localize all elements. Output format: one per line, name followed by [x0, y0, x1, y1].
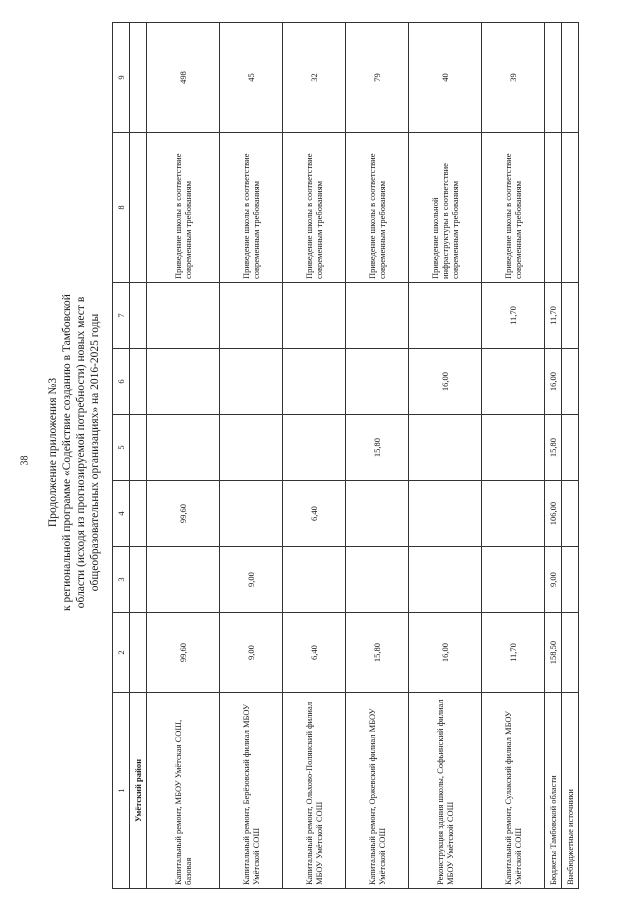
col3-value	[409, 547, 482, 613]
table-row	[482, 23, 545, 889]
col6-value	[346, 349, 409, 415]
col3-value	[482, 547, 545, 613]
object-name: Реконструкция здания школы, Софьинский филиал МБОУ Умётской СОШ	[409, 693, 482, 889]
col7-value	[220, 283, 283, 349]
column-number-row	[113, 23, 130, 889]
expected-result: Приведение школы в соответствие современным требованиям	[283, 133, 346, 283]
total-value: 11,70	[482, 613, 545, 693]
col5-value	[409, 415, 482, 481]
total-value: 9,00	[220, 613, 283, 693]
col7-value	[409, 283, 482, 349]
object-name: Капитальный ремонт, Оржевский филиал МБОУ Умётской СОШ	[346, 693, 409, 889]
col6-value	[147, 349, 220, 415]
col-header-5: 5	[113, 415, 130, 481]
col3-value	[346, 547, 409, 613]
col-header-2: 2	[113, 613, 130, 693]
budget-col5: 15,80	[545, 415, 562, 481]
col3-value: 9,00	[220, 547, 283, 613]
col4-value: 99,60	[147, 481, 220, 547]
col-header-3: 3	[113, 547, 130, 613]
expected-result: Приведение школы в соответствие современным требованиям	[220, 133, 283, 283]
col5-value	[220, 415, 283, 481]
budget-col7: 11,70	[545, 283, 562, 349]
col5-value	[482, 415, 545, 481]
object-name: Капитальный ремонт, Ольхово-Полянский филиал МБОУ Умётской СОШ	[283, 693, 346, 889]
col4-value	[482, 481, 545, 547]
col-header-6: 6	[113, 349, 130, 415]
program-table	[112, 22, 579, 889]
table-row	[346, 23, 409, 889]
total-value: 16,00	[409, 613, 482, 693]
col3-value	[283, 547, 346, 613]
object-name: Капитальный ремонт, Берёзовский филиал МБОУ Умётской СОШ	[220, 693, 283, 889]
expected-result: Приведение школьной инфраструктуры в соответствие современным требованиям	[409, 133, 482, 283]
heading-line-1: Продолжение приложения №3	[47, 377, 59, 528]
col6-value	[283, 349, 346, 415]
heading-line-2: к региональной программе «Содействие созданию в Тамбовской	[61, 294, 73, 611]
new-places-value: 39	[482, 23, 545, 133]
col-header-9: 9	[113, 23, 130, 133]
district-row	[130, 23, 147, 889]
col5-value	[283, 415, 346, 481]
budget-col9	[545, 23, 562, 133]
col6-value: 16,00	[409, 349, 482, 415]
col-header-4: 4	[113, 481, 130, 547]
new-places-value: 40	[409, 23, 482, 133]
extrabudgetary-row	[562, 23, 579, 889]
budget-total-row	[545, 23, 562, 889]
budget-col4: 106,00	[545, 481, 562, 547]
col7-value	[283, 283, 346, 349]
table-row	[220, 23, 283, 889]
budget-total: 158,50	[545, 613, 562, 693]
new-places-value: 32	[283, 23, 346, 133]
new-places-value: 45	[220, 23, 283, 133]
budget-col8	[545, 133, 562, 283]
col5-value: 15,80	[346, 415, 409, 481]
col7-value	[346, 283, 409, 349]
page-heading	[46, 0, 102, 905]
total-value: 6,40	[283, 613, 346, 693]
total-value: 99,60	[147, 613, 220, 693]
heading-line-4: общеобразовательных организациях» на 2016-2025 годы	[89, 313, 101, 592]
col7-value: 11,70	[482, 283, 545, 349]
col7-value	[147, 283, 220, 349]
table-row	[409, 23, 482, 889]
total-value: 15,80	[346, 613, 409, 693]
col4-value: 6,40	[283, 481, 346, 547]
object-name: Капитальный ремонт, МБОУ Умётская СОШ, базовая	[147, 693, 220, 889]
col-header-7: 7	[113, 283, 130, 349]
table-row	[283, 23, 346, 889]
expected-result: Приведение школы в соответствие современным требованиям	[147, 133, 220, 283]
heading-line-3: области (исходя из прогнозируемой потребности) новых мест в	[75, 296, 87, 609]
col4-value	[409, 481, 482, 547]
col-header-8: 8	[113, 133, 130, 283]
district-name: Умётский район	[130, 693, 147, 889]
col6-value	[482, 349, 545, 415]
col4-value	[220, 481, 283, 547]
col6-value	[220, 349, 283, 415]
col-header-1: 1	[113, 693, 130, 889]
budget-label: Бюджеты Тамбовской области	[545, 693, 562, 889]
new-places-value: 498	[147, 23, 220, 133]
page-number: 38	[19, 455, 31, 466]
budget-col6: 16,00	[545, 349, 562, 415]
extrabudgetary-label: Внебюджетные источники	[562, 693, 579, 889]
expected-result: Приведение школы в соответствие современным требованиям	[346, 133, 409, 283]
table-row	[147, 23, 220, 889]
budget-col3: 9,00	[545, 547, 562, 613]
col3-value	[147, 547, 220, 613]
col4-value	[346, 481, 409, 547]
col5-value	[147, 415, 220, 481]
new-places-value: 79	[346, 23, 409, 133]
expected-result: Приведение школы в соответствие современным требованиям	[482, 133, 545, 283]
object-name: Капитальный ремонт, Сулакский филиал МБОУ Умётской СОШ	[482, 693, 545, 889]
